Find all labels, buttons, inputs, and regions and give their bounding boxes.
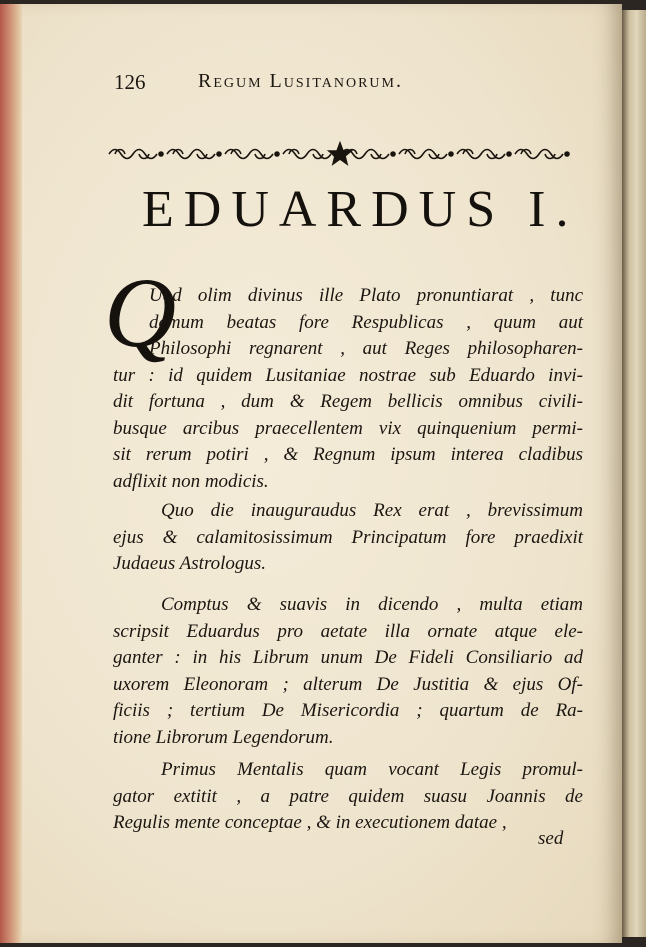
ornament-scroll (225, 150, 273, 159)
paragraph-2 (113, 498, 583, 578)
text-line: uxorem Eleonoram ; alterum De Justitia & ejus Of- (113, 673, 583, 695)
text-line: adflixit non modicis. (113, 470, 269, 492)
paragraph-1 (113, 283, 583, 495)
running-head: Regum Lusitanorum. (198, 70, 403, 92)
page-header (100, 66, 580, 96)
drop-cap: Q (104, 257, 177, 368)
text-line: scripsit Eduardus pro aetate illa ornate atque ele- (113, 620, 583, 642)
text-line: ganter : in his Librum unum De Fideli Consiliario ad (113, 647, 583, 668)
ornament-scroll (457, 150, 505, 159)
ornament-dot (159, 152, 163, 156)
ornament-scroll (109, 150, 157, 159)
ornament-star (329, 143, 351, 164)
text-line: dit fortuna , dum & Regem bellicis omnibus civili- (113, 391, 583, 412)
ornament-scroll (399, 150, 447, 159)
ornament-band (105, 140, 575, 168)
text-line: sit rerum potiri , & Regnum ipsum interea cladibus (113, 444, 583, 465)
text-line: Judaeus Astrologus. (113, 553, 267, 574)
text-line: Primus Mentalis quam vocant Legis promul- (161, 759, 583, 780)
text-line: tione Librorum Legendorum. (113, 726, 334, 748)
text-line: busque arcibus praecellentem vix quinquenium permi- (113, 417, 583, 439)
text-line: Comptus & suavis in dicendo , multa etiam (161, 594, 583, 615)
ornament-dot (507, 152, 511, 156)
text-line: Uod olim divinus ille Plato pronuntiarat , tunc (149, 285, 583, 306)
chapter-title: EDUARDUS I. (142, 181, 579, 238)
catchword: sed (538, 828, 564, 849)
page-number: 126 (114, 70, 146, 94)
book-gutter (622, 10, 646, 937)
text-line: Regulis mente conceptae , & in executionem datae , (113, 812, 507, 833)
ornament-dot (449, 152, 453, 156)
text-line: ficiis ; tertium De Misericordia ; quartum de Ra- (113, 700, 583, 721)
ornament-dot (275, 152, 279, 156)
ornament-scroll (515, 150, 563, 159)
text-line: tur : id quidem Lusitaniae nostrae sub Eduardo invi- (113, 364, 583, 386)
text-line: Philosophi regnarent , aut Reges philosopharen- (149, 338, 583, 359)
text-line: gator extitit , a patre quidem suasu Joannis de (113, 785, 583, 807)
page-edge-left (0, 4, 22, 943)
ornament-dot (565, 152, 569, 156)
paragraph-3 (113, 592, 583, 751)
ornament-scroll (167, 150, 215, 159)
ornament-dot (391, 152, 395, 156)
text-line: ejus & calamitosissimum Principatum fore praedixit (113, 526, 583, 548)
paragraph-4 (113, 757, 583, 837)
ornament-dot (217, 152, 221, 156)
ornament-scroll (283, 150, 331, 159)
text-line: demum beatas fore Respublicas , quum aut (149, 311, 583, 333)
text-line: Quo die inauguraudus Rex erat , brevissimum (161, 500, 583, 521)
